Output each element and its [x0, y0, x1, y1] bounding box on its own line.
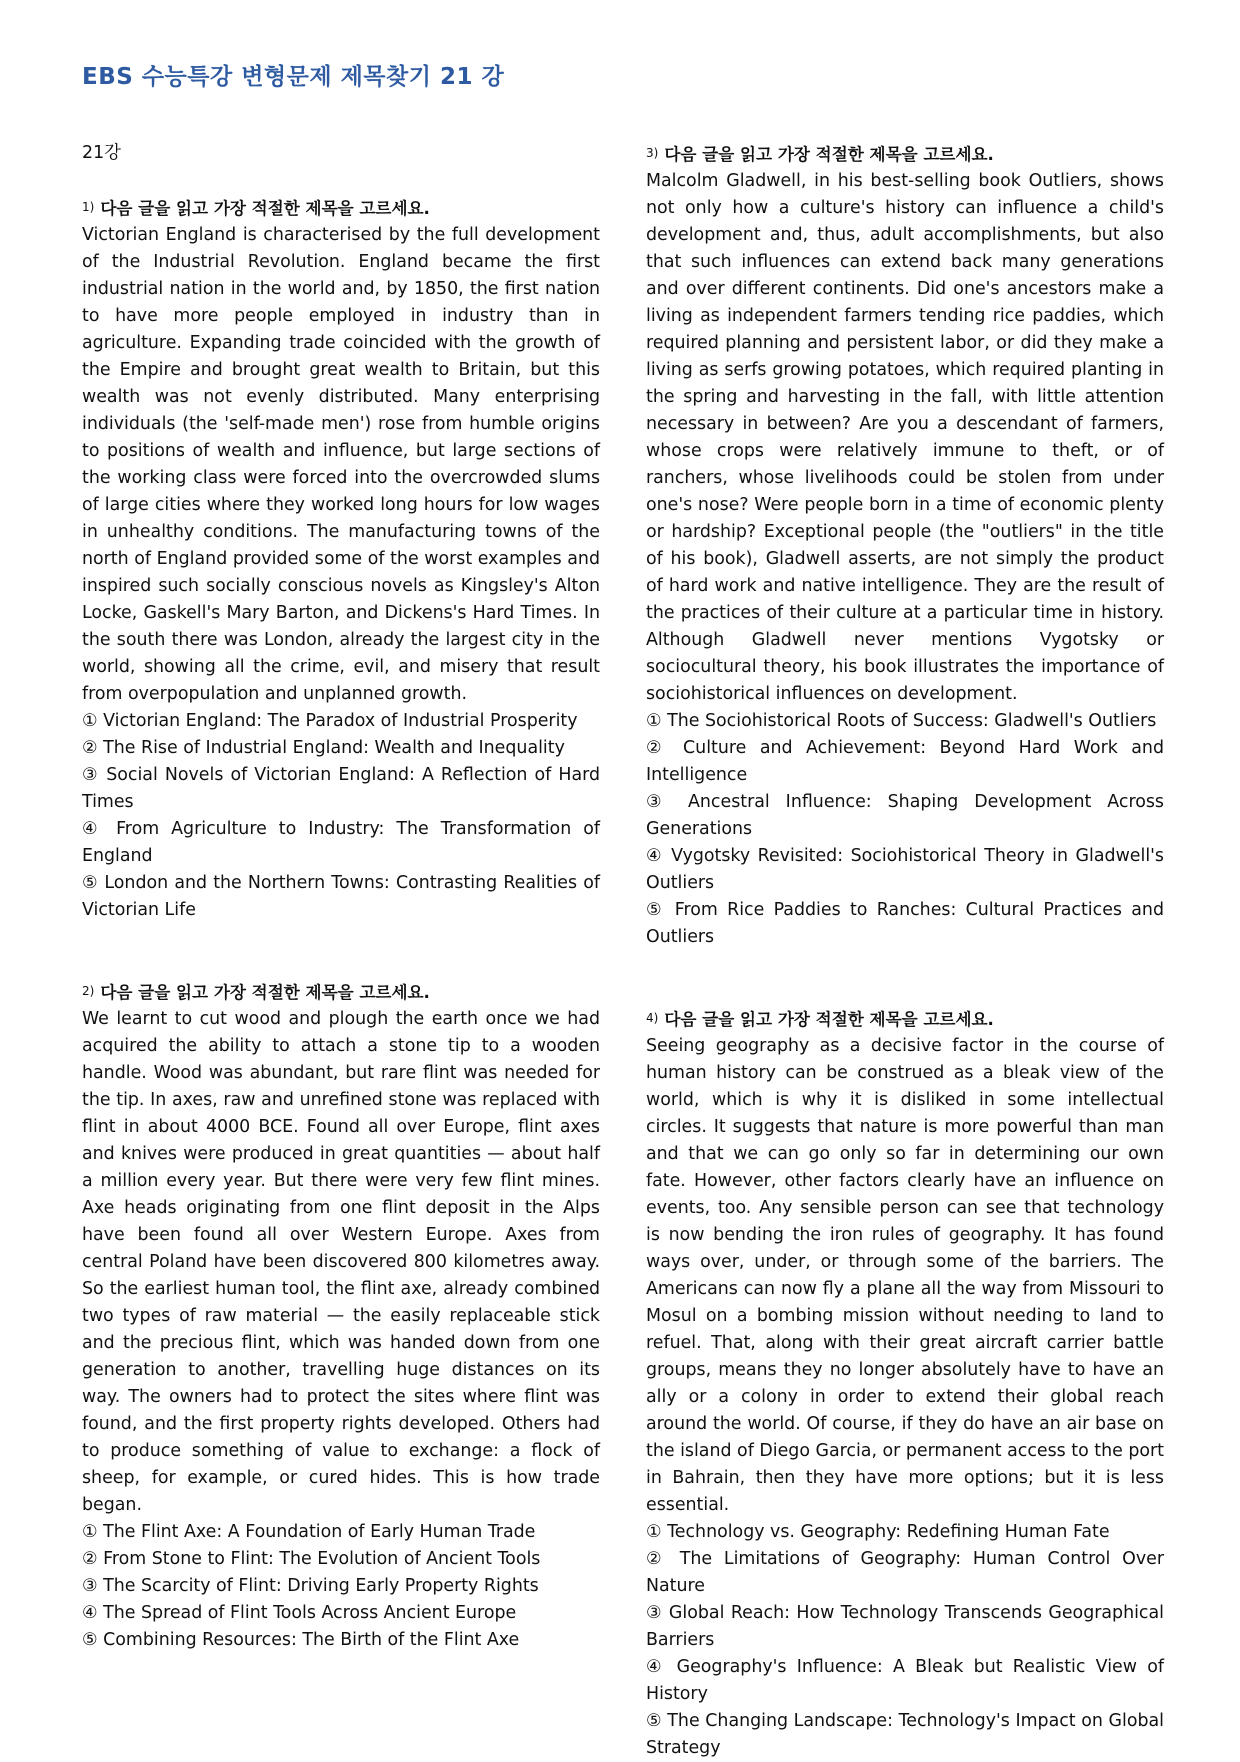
answer-option[interactable]: ⑤ From Rice Paddies to Ranches: Cultural Practices and Outliers: [646, 900, 1164, 947]
right-column: [646, 140, 1164, 1762]
page-header-title: EBS 수능특강 변형문제 제목찾기 21 강: [82, 64, 505, 90]
answer-option[interactable]: ① The Sociohistorical Roots of Success: Gladwell's Outliers: [646, 711, 1157, 731]
instruction-text: 다음 글을 읽고 가장 적절한 제목을 고르세요.: [100, 983, 430, 1002]
answer-option[interactable]: ③ Ancestral Influence: Shaping Development Across Generations: [646, 792, 1164, 839]
answer-option[interactable]: ⑤ The Changing Landscape: Technology's Impact on Global Strategy: [646, 1711, 1164, 1758]
answer-option[interactable]: ① The Flint Axe: A Foundation of Early Human Trade: [82, 1522, 536, 1542]
question-3: [646, 140, 1164, 951]
question-passage: Victorian England is characterised by the full development of the Industrial Revolution. England became the first industrial nation in the world and, by 1850, the first nation to have more people employed in industry than in agriculture. Expanding trade coincided with the growth of the Empire and brought great wealth to Britain, but this wealth was not evenly distributed. Many enterprising individuals (the 'self-made men') rose from humble origins to positions of wealth and influence, but large sections of the working class were forced into the overcrowded slums of large cities where they worked long hours for low wages in unhealthy conditions. The manufacturing towns of the north of England provided some of the worst examples and inspired such socially conscious novels as Kingsley's Alton Locke, Gaskell's Mary Barton, and Dickens's Hard Times. In the south there was London, already the largest city in the world, showing all the crime, evil, and misery that result from overpopulation and unplanned growth.: [82, 225, 600, 704]
answer-option[interactable]: ② Culture and Achievement: Beyond Hard Work and Intelligence: [646, 738, 1164, 785]
answer-option[interactable]: ⑤ London and the Northern Towns: Contrasting Realities of Victorian Life: [82, 873, 600, 920]
left-column: [82, 140, 600, 1654]
lecture-label: 21강: [82, 143, 121, 163]
question-number: 3): [646, 146, 659, 160]
answer-option[interactable]: ④ Geography's Influence: A Bleak but Realistic View of History: [646, 1657, 1164, 1704]
answer-option[interactable]: ③ Global Reach: How Technology Transcends Geographical Barriers: [646, 1603, 1164, 1650]
instruction-text: 다음 글을 읽고 가장 적절한 제목을 고르세요.: [664, 145, 994, 164]
spacer: [82, 924, 600, 978]
answer-options: [646, 1519, 1164, 1762]
question-4: [646, 1005, 1164, 1762]
answer-option[interactable]: ④ From Agriculture to Industry: The Transformation of England: [82, 819, 600, 866]
answer-options: [82, 708, 600, 924]
answer-option[interactable]: ④ Vygotsky Revisited: Sociohistorical Theory in Gladwell's Outliers: [646, 846, 1164, 893]
question-instruction: [646, 140, 1164, 168]
question-number: 1): [82, 200, 95, 214]
spacer: [646, 951, 1164, 1005]
answer-options: [646, 708, 1164, 951]
question-instruction: [82, 978, 600, 1006]
answer-option[interactable]: ④ The Spread of Flint Tools Across Ancient Europe: [82, 1603, 517, 1623]
question-number: 4): [646, 1011, 659, 1025]
question-instruction: [82, 194, 600, 222]
question-1: [82, 194, 600, 924]
question-passage: Malcolm Gladwell, in his best-selling book Outliers, shows not only how a culture's history can influence a child's development and, thus, adult accomplishments, but also that such influences can extend back many generations and over different continents. Did one's ancestors make a living as independent farmers tending rice paddies, which required planning and persistent labor, or did they make a living as serfs growing potatoes, which required planting in the spring and harvesting in the fall, with little attention necessary in between? Are you a descendant of farmers, whose crops were relatively immune to theft, or of ranchers, whose livelihoods could be stolen from under one's nose? Were people born in a time of economic plenty or hardship? Exceptional people (the "outliers" in the title of his book), Gladwell asserts, are not simply the product of hard work and native intelligence. They are the result of the practices of their culture at a particular time in history. Although Gladwell never mentions Vygotsky or sociocultural theory, his book illustrates the importance of sociohistorical influences on development.: [646, 171, 1164, 704]
question-passage: We learnt to cut wood and plough the earth once we had acquired the ability to attach a stone tip to a wooden handle. Wood was abundant, but rare flint was needed for the tip. In axes, raw and unrefined stone was replaced with flint in about 4000 BCE. Found all over Europe, flint axes and knives were produced in great quantities — about half a million every year. But there were very few flint mines. Axe heads originating from one flint deposit in the Alps have been found all over Western Europe. Axes from central Poland have been discovered 800 kilometres away. So the earliest human tool, the flint axe, already combined two types of raw material — the easily replaceable stick and the precious flint, which was handed down from one generation to another, travelling huge distances on its way. The owners had to protect the sites where flint was found, and the first property rights developed. Others had to produce something of value to exchange: a flock of sheep, for example, or cured hides. This is how trade began.: [82, 1009, 600, 1515]
answer-option[interactable]: ② The Limitations of Geography: Human Control Over Nature: [646, 1549, 1164, 1596]
answer-option[interactable]: ③ The Scarcity of Flint: Driving Early Property Rights: [82, 1576, 539, 1596]
answer-option[interactable]: ① Victorian England: The Paradox of Industrial Prosperity: [82, 711, 578, 731]
question-instruction: [646, 1005, 1164, 1033]
question-number: 2): [82, 984, 95, 998]
instruction-text: 다음 글을 읽고 가장 적절한 제목을 고르세요.: [100, 199, 430, 218]
answer-option[interactable]: ② From Stone to Flint: The Evolution of Ancient Tools: [82, 1549, 541, 1569]
answer-option[interactable]: ② The Rise of Industrial England: Wealth and Inequality: [82, 738, 565, 758]
answer-option[interactable]: ③ Social Novels of Victorian England: A Reflection of Hard Times: [82, 765, 600, 812]
instruction-text: 다음 글을 읽고 가장 적절한 제목을 고르세요.: [664, 1010, 994, 1029]
answer-option[interactable]: ⑤ Combining Resources: The Birth of the Flint Axe: [82, 1630, 520, 1650]
answer-options: [82, 1519, 600, 1654]
answer-option[interactable]: ① Technology vs. Geography: Redefining Human Fate: [646, 1522, 1110, 1542]
question-2: [82, 978, 600, 1654]
question-passage: Seeing geography as a decisive factor in the course of human history can be construed as a bleak view of the world, which is why it is disliked in some intellectual circles. It suggests that nature is more powerful than man and that we can go only so far in determining our own fate. However, other factors clearly have an influence on events, too. Any sensible person can see that technology is now bending the iron rules of geography. It has found ways over, under, or through some of the barriers. The Americans can now fly a plane all the way from Missouri to Mosul on a bombing mission without needing to land to refuel. That, along with their great aircraft carrier battle groups, means they no longer absolutely have to have an ally or a colony in order to extend their global reach around the world. Of course, if they do have an air base on the island of Diego Garcia, or permanent access to the port in Bahrain, then they have more options; but it is less essential.: [646, 1036, 1164, 1515]
